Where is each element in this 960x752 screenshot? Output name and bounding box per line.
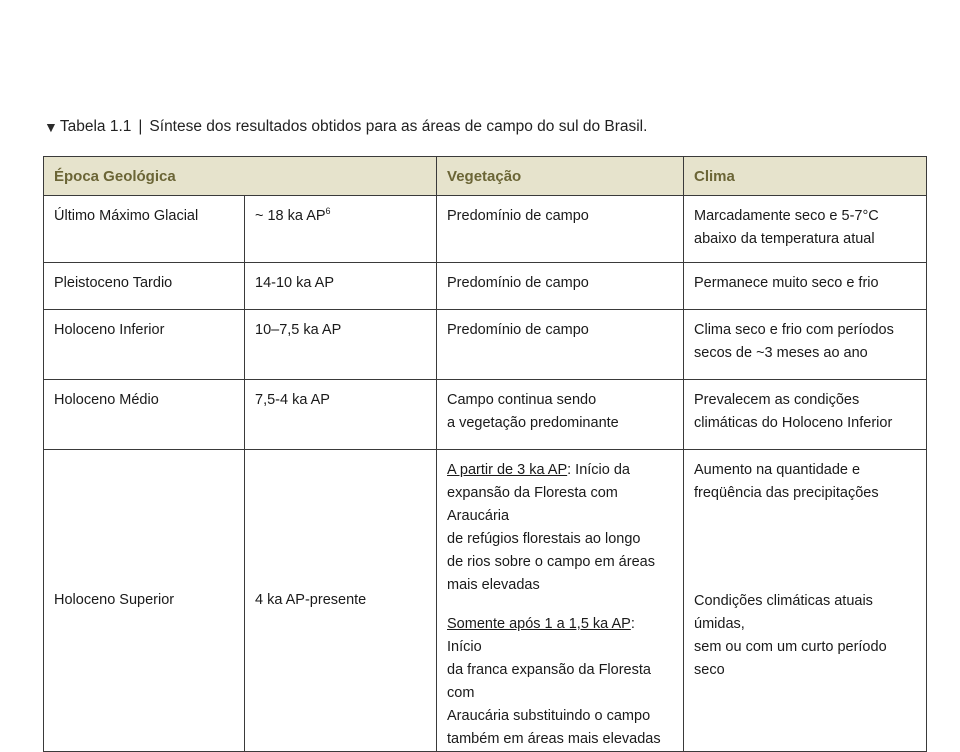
cell-epoca: Último Máximo Glacial [44,196,245,263]
table-row [44,263,927,310]
cell-clima: Marcadamente seco e 5-7°C abaixo da temperatura atual [684,196,927,263]
cell-epoca: Holoceno Superior [44,450,245,752]
cell-periodo: ~ 18 ka $AP^6$ [245,196,437,263]
cell-epoca: Holoceno Inferior [44,310,245,380]
cell-clima: Permanece muito seco e frio [684,263,927,310]
synthesis-table [43,156,927,752]
footnote-marker: 6 [325,206,331,217]
caption-separator: | [138,118,143,135]
header-vegetacao: Vegetação [437,157,684,196]
cell-vegetacao: Predomínio de campo [437,196,684,263]
cell-epoca: Holoceno Médio [44,380,245,450]
triangle-marker-icon: ▼ [44,119,58,135]
header-epoca: Época Geológica [44,157,437,196]
cell-clima: Prevalecem as condições climáticas do Holoceno Inferior [684,380,927,450]
cell-periodo: 14-10 ka AP [245,263,437,310]
period-lead: A partir de 3 ka AP [447,462,568,478]
cell-clima: Aumento na quantidade e freqüência das precipitações Condições climáticas atuais úmidas, sem ou com um curto período seco [684,450,927,752]
cell-clima: Clima seco e frio com períodos secos de ~3 meses ao ano [684,310,927,380]
cell-periodo: 10–7,5 ka AP [245,310,437,380]
table-row [44,196,927,263]
table-caption [44,118,647,136]
cell-periodo: 7,5-4 ka AP [245,380,437,450]
table-row [44,380,927,450]
cell-vegetacao: Predomínio de campo [437,310,684,380]
cell-periodo: 4 ka AP-presente [245,450,437,752]
cell-epoca: Pleistoceno Tardio [44,263,245,310]
cell-vegetacao: Campo continua sendo a vegetação predominante [437,380,684,450]
caption-label: Tabela 1.1 [59,118,132,135]
caption-text: Síntese dos resultados obtidos para as áreas de campo do sul do Brasil. [149,118,648,135]
header-clima: Clima [684,157,927,196]
table-row [44,310,927,380]
cell-vegetacao: Predomínio de campo [437,263,684,310]
period-lead: Somente após 1 a 1,5 ka AP [447,616,631,632]
table-header-row [44,157,927,196]
table-row [44,450,927,752]
cell-vegetacao: A partir de 3 ka AP: Início da expansão da Floresta com Araucária de refúgios florestais ao longo de rios sobre o campo em áreas mais elevadas Somente após 1 a 1,5 ka AP: Início da franca expansão da Floresta com Araucária substituindo o campo também em áreas mais elevadas [437,450,684,752]
